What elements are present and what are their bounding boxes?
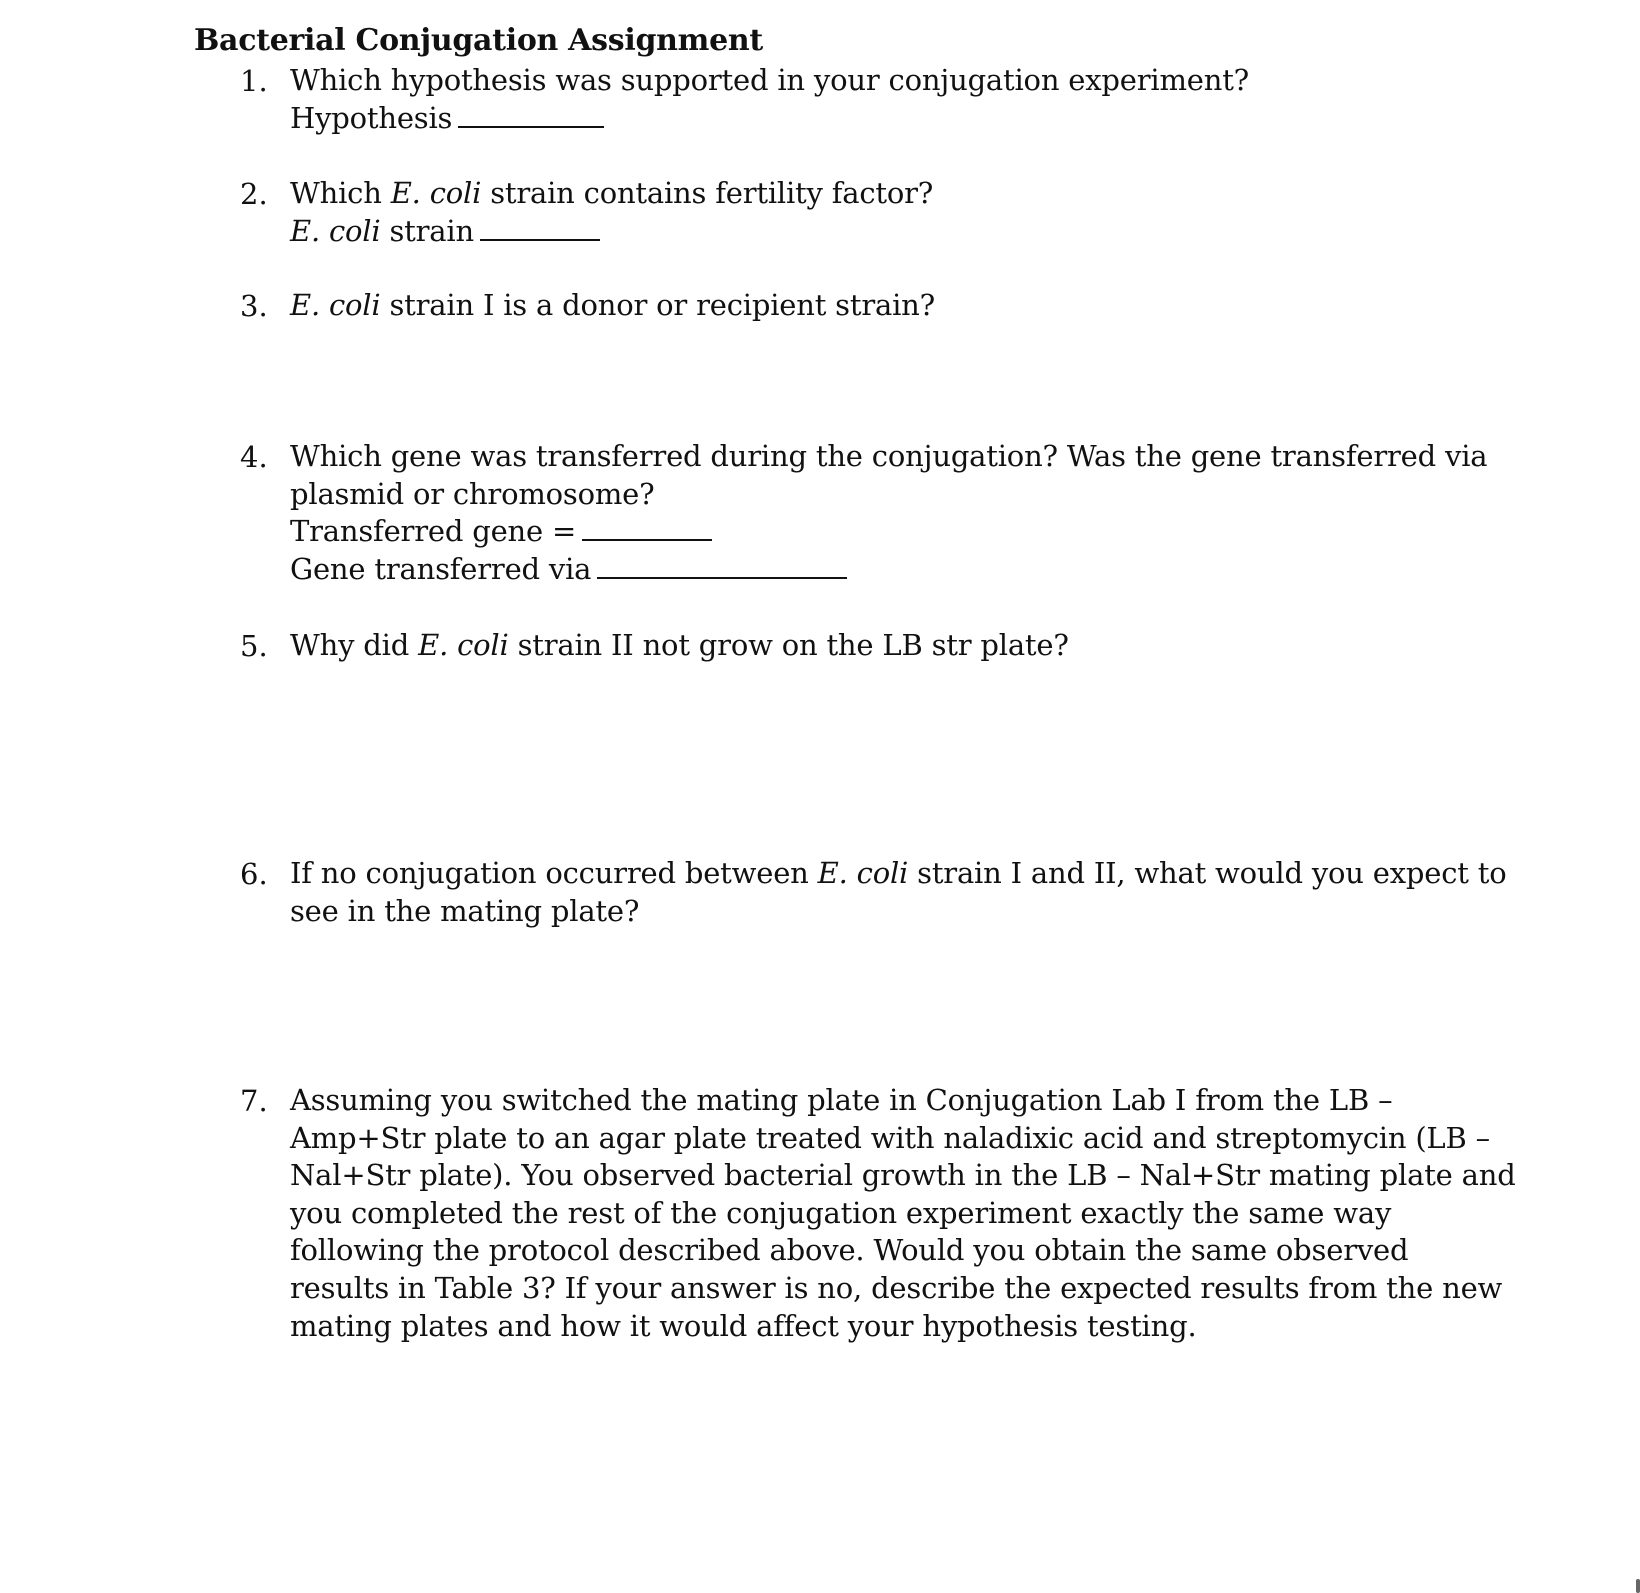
answer-label: Gene transferred via [290, 551, 592, 586]
question-line: Assuming you switched the mating plate in Conjugation Lab I from the LB – [290, 1083, 1393, 1117]
question-text [290, 438, 1488, 588]
question-number: 5. [240, 629, 268, 663]
question-text [290, 855, 1507, 930]
question-line: following the protocol described above. Would you obtain the same observed [290, 1233, 1409, 1268]
answer-blank[interactable] [480, 213, 600, 241]
question-number: 6. [240, 857, 268, 891]
question-line: see in the mating plate? [290, 893, 640, 928]
question-line: Which gene was transferred during the conjugation? Was the gene transferred via [290, 439, 1488, 473]
answer-label: Transferred gene = [290, 514, 577, 549]
question-number: 3. [240, 289, 268, 323]
question-text [290, 627, 1440, 665]
question-line: Which hypothesis was supported in your conjugation experiment? [290, 63, 1250, 97]
question-line: Amp+Str plate to an agar plate treated with naladixic acid and streptomycin (LB – [290, 1120, 1490, 1155]
question-text [290, 287, 1440, 325]
answer-blank[interactable] [597, 551, 847, 579]
question-line: results in Table 3? If your answer is no, describe the expected results from the new [290, 1270, 1503, 1305]
answer-label: Hypothesis [290, 100, 453, 135]
question-text [290, 62, 1440, 137]
question-line: mating plates and how it would affect your hypothesis testing. [290, 1308, 1197, 1343]
question-number: 7. [240, 1084, 268, 1118]
question-line: E. coli strain I is a donor or recipient strain? [290, 288, 935, 322]
question-line: plasmid or chromosome? [290, 476, 655, 511]
page-title: Bacterial Conjugation Assignment [194, 23, 763, 58]
question-line: Why did E. coli strain II not grow on the LB str plate? [290, 628, 1069, 662]
question-number: 1. [240, 64, 268, 98]
question-line: Nal+Str plate). You observed bacterial growth in the LB – Nal+Str mating plate and [290, 1158, 1516, 1193]
answer-blank[interactable] [582, 513, 712, 541]
question-line: Which E. coli strain contains fertility factor? [290, 176, 934, 210]
question-line: you completed the rest of the conjugation experiment exactly the same way [290, 1195, 1392, 1230]
question-text: Which E. coli strain contains fertility factor? E. coli strain [290, 175, 1440, 250]
question-line: If no conjugation occurred between E. coli strain I and II, what would you expect to [290, 856, 1507, 890]
question-text [290, 1082, 1516, 1345]
answer-label: E. coli [290, 213, 381, 248]
answer-blank[interactable] [458, 100, 604, 128]
question-number: 4. [240, 440, 268, 474]
scrollbar-handle[interactable] [1636, 1579, 1640, 1593]
question-number: 2. [240, 177, 268, 211]
